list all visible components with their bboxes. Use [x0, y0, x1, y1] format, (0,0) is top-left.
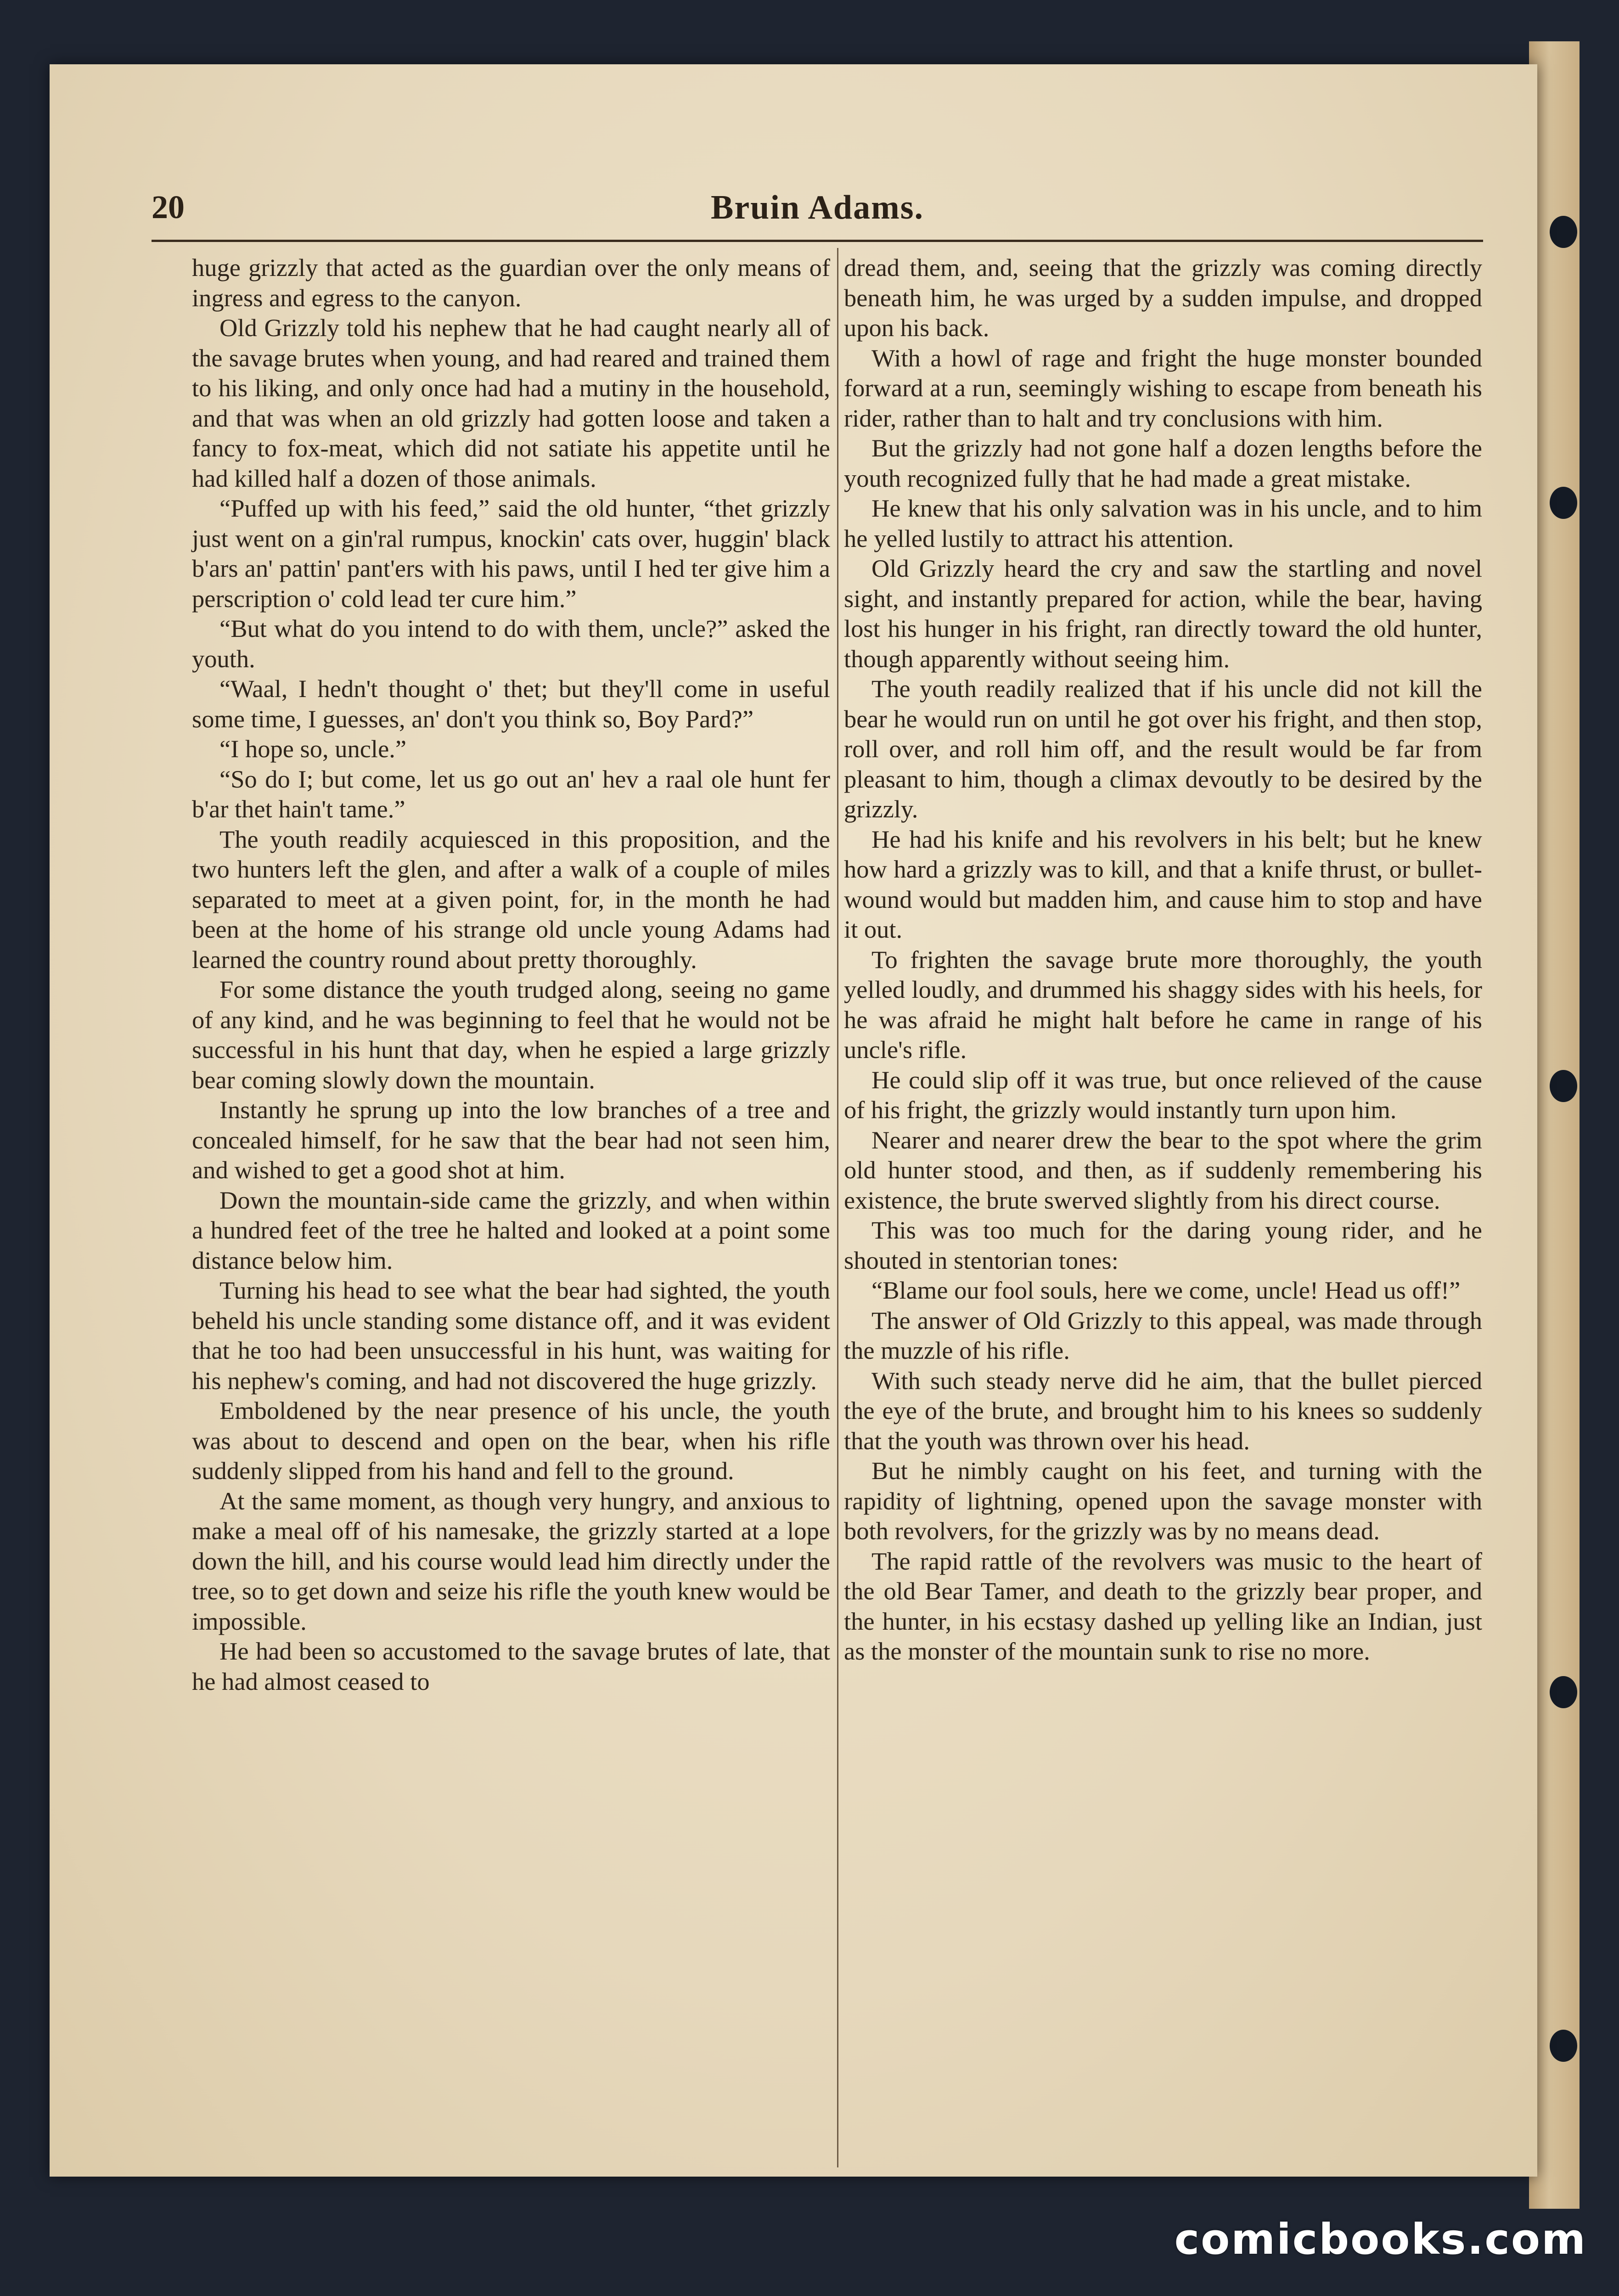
paragraph: Nearer and nearer drew the bear to the spot where the grim old hunter stood, and then, as if suddenly remembering his existence, the brute swerved slightly from his direct course.: [844, 1125, 1482, 1214]
paragraph: The youth readily acquiesced in this proposition, and the two hunters left the glen, and after a walk of a couple of miles separated to meet at a given point, for, in the month he had been at the home of his strange old uncle young Adams had learned the country round about pretty thoroughly.: [192, 825, 830, 974]
paragraph: Turning his head to see what the bear had sighted, the youth beheld his uncle standing some distance off, and it was evident that he too had been unsuccessful in his hunt, was waiting for his nephew's coming, and had not discovered the huge grizzly.: [192, 1276, 830, 1395]
site-watermark: comicbooks.com: [1174, 2215, 1587, 2264]
binding-hole: [1550, 487, 1577, 519]
paragraph: “Puffed up with his feed,” said the old hunter, “thet grizzly just went on a gin'ral rumpus, knockin' cats over, huggin' black b'ars an' pattin' pant'ers with his paws, until I hed ter give him a perscription o' cold lead ter cure him.”: [192, 494, 830, 613]
paragraph: He could slip off it was true, but once relieved of the cause of his fright, the grizzly would instantly turn upon him.: [844, 1065, 1482, 1124]
paragraph: Old Grizzly told his nephew that he had caught nearly all of the savage brutes when young, and had reared and trained them to his liking, and only once had had a mutiny in the household, and that was when an old grizzly had gotten loose and taken a fancy to fox-meat, which did not satiate his appetite until he had killed half a dozen of those animals.: [192, 314, 830, 492]
paragraph: “But what do you intend to do with them, uncle?” asked the youth.: [192, 614, 830, 673]
paragraph: With a howl of rage and fright the huge monster bounded forward at a run, seemingly wishing to escape from beneath his rider, rather than to halt and try conclusions with him.: [844, 343, 1482, 432]
paragraph: Old Grizzly heard the cry and saw the startling and novel sight, and instantly prepared for action, while the bear, having lost his hunger in his fright, ran directly toward the old hunter, though apparently without seeing him.: [844, 554, 1482, 673]
paragraph: The answer of Old Grizzly to this appeal, was made through the muzzle of his rifle.: [844, 1306, 1482, 1364]
paragraph: “So do I; but come, let us go out an' hev a raal ole hunt fer b'ar thet hain't tame.”: [192, 765, 830, 823]
page-header: [152, 179, 1483, 239]
running-title: Bruin Adams.: [710, 189, 924, 226]
paragraph: He had his knife and his revolvers in his belt; but he knew how hard a grizzly was to kill, and that a knife thrust, or bullet-wound would but madden him, and cause him to stop and have it out.: [844, 825, 1482, 943]
paragraph: With such steady nerve did he aim, that the bullet pierced the eye of the brute, and brought him to his knees so suddenly that the youth was thrown over his head.: [844, 1366, 1482, 1455]
header-rule: [152, 240, 1483, 242]
paragraph: But the grizzly had not gone half a dozen lengths before the youth recognized fully that he had made a great mistake.: [844, 434, 1482, 492]
paragraph: “I hope so, uncle.”: [219, 735, 407, 763]
paragraph: But he nimbly caught on his feet, and turning with the rapidity of lightning, opened upon the savage monster with both revolvers, for the grizzly was by no means dead.: [844, 1457, 1482, 1545]
paragraph: The youth readily realized that if his uncle did not kill the bear he would run on until he got over his fright, and then stop, roll over, and roll him off, and the result would be far from pleasant to him, though a climax devoutly to be desired by the grizzly.: [844, 675, 1482, 823]
paragraph: Emboldened by the near presence of his uncle, the youth was about to descend and open on the bear, when his rifle suddenly slipped from his hand and fell to the ground.: [192, 1396, 830, 1485]
paragraph: The rapid rattle of the revolvers was music to the heart of the old Bear Tamer, and death to the grizzly bear proper, and the hunter, in his ecstasy dashed up yelling like an Indian, just as the monster of the mountain sunk to rise no more.: [844, 1547, 1482, 1665]
paragraph: Instantly he sprung up into the low branches of a tree and concealed himself, for he saw that the bear had not seen him, and wished to get a good shot at him.: [192, 1096, 830, 1184]
paragraph: At the same moment, as though very hungry, and anxious to make a meal off of his namesake, the grizzly started at a lope down the hill, and his course would lead him directly under the tree, so to get down and seize his rifle the youth knew would be impossible.: [192, 1486, 830, 1635]
paragraph: dread them, and, seeing that the grizzly was coming directly beneath him, he was urged by a sudden impulse, and dropped upon his back.: [844, 253, 1482, 342]
paragraph: “Blame our fool souls, here we come, uncle! Head us off!”: [871, 1276, 1461, 1304]
column-divider: [837, 248, 838, 2167]
binding-hole: [1550, 2030, 1577, 2062]
paragraph: He had been so accustomed to the savage brutes of late, that he had almost ceased to: [192, 1637, 830, 1695]
binding-hole: [1550, 216, 1577, 248]
page-number: 20: [152, 189, 185, 225]
paragraph: This was too much for the daring young rider, and he shouted in stentorian tones:: [844, 1216, 1482, 1274]
binding-hole: [1550, 1070, 1577, 1102]
binding-hole: [1550, 1676, 1577, 1708]
paragraph: Down the mountain-side came the grizzly, and when within a hundred feet of the tree he halted and looked at a point some distance below him.: [192, 1186, 830, 1274]
paragraph: To frighten the savage brute more thoroughly, the youth yelled loudly, and drummed his shaggy sides with his heels, for he was afraid he might halt before he came in range of his uncle's rifle.: [844, 945, 1482, 1064]
text-column-right: [844, 253, 1482, 1666]
paragraph: He knew that his only salvation was in his uncle, and to him he yelled lustily to attract his attention.: [844, 494, 1482, 552]
paragraph: “Waal, I hedn't thought o' thet; but they'll come in useful some time, I guesses, an' don't you think so, Boy Pard?”: [192, 675, 830, 733]
text-column-left: [192, 253, 830, 1696]
paragraph: For some distance the youth trudged along, seeing no game of any kind, and he was beginning to feel that he would not be successful in his hunt that day, when he espied a large grizzly bear coming slowly down the mountain.: [192, 975, 830, 1094]
paragraph: huge grizzly that acted as the guardian over the only means of ingress and egress to the canyon.: [192, 253, 830, 312]
